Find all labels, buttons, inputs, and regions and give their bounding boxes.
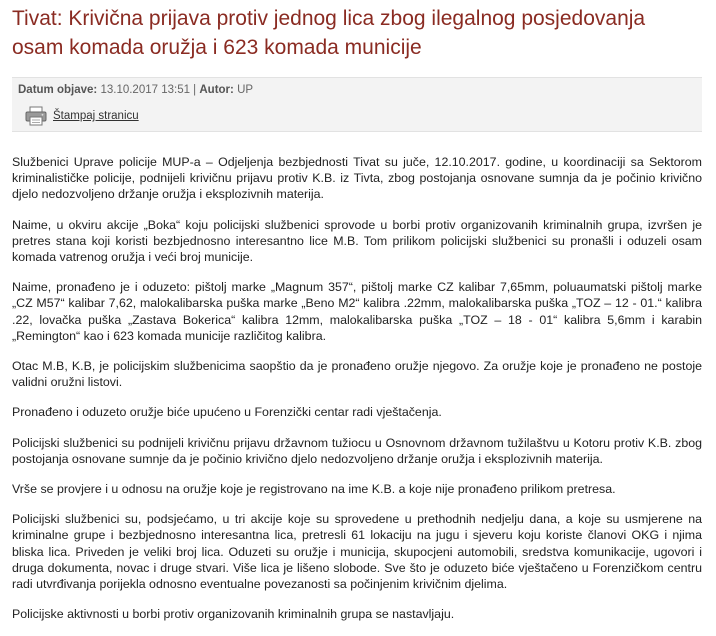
article-title: Tivat: Krivična prijava protiv jednog lica zbog ilegalnog posjedovanja osam komada oružja i 623 komada municije [12, 7, 646, 59]
paragraph: Otac M.B, K.B, je policijskim službenicima saopštio da je pronađeno oružje njegovo. Za oružje koje je pronađeno ne postoje validni oružni listovi. [12, 359, 702, 390]
author-label: Autor: [199, 84, 234, 96]
article-body [12, 154, 702, 636]
paragraph: Službenici Uprave policije MUP-a – Odjeljenja bezbjednosti Tivat su juče, 12.10.2017. godine, u koordinaciji sa Sektorom kriminalističke policije, podnijeli krivičnu prijavu protiv K.B. iz Tivta, zbog postojanja osnovane sumnja da je počinio krivično djelo nedozvoljeno držanje oružja i eksplozivnih materija. [12, 155, 702, 202]
date-label: Datum objave: [18, 84, 98, 96]
paragraph: Vrše se provjere i u odnosu na oružje koje je registrovano na ime K.B. a koje nije pronađeno prilikom pretresa. [12, 482, 616, 497]
paragraph: Policijski službenici su podnijeli krivičnu prijavu državnom tužiocu u Osnovnom državnom tužilaštvu u Kotoru protiv K.B. zbog postojanja osnovane sumnje da je počinio krivično djelo nedozvoljeno držanje oružja i eksplozivnih materija. [12, 435, 702, 466]
print-page-link[interactable]: Štampaj stranicu [53, 110, 139, 122]
meta-separator: | [189, 84, 200, 96]
author-value: UP [237, 84, 254, 96]
paragraph: Naime, u okviru akcije „Boka“ koju policijski službenici sprovode u borbi protiv organizovanih kriminalnih grupa, izvršen je pretres stana koji koristi bezbjednosno interesantno lice M.B. Tom prilikom policijski službenici su pronašli i oduzeli osam komada vatrenog oružja i veći broj municije. [12, 217, 702, 265]
paragraph: Policijske aktivnosti u borbi protiv organizovanih kriminalnih grupa se nastavljaju. [12, 607, 455, 622]
paragraph: Pronađeno i oduzeto oružje biće upućeno u Forenzički centar radi vještačenja. [12, 405, 442, 420]
printer-icon[interactable] [25, 106, 47, 126]
paragraph: Naime, pronađeno je i oduzeto: pištolj marke „Magnum 357“, pištolj marke CZ kalibar 7,65mm, poluaumatski pištolj marke „CZ M57“ kalibar 7,62, malokalibarska puška marke „Beno M2“ kalibra .22mm, malokalibarska puška „TOZ – 12 - 01.“ kalibra .22, lovačka puška „Zastava Bokerica“ kalibra 12mm, malokalibarska puška „TOZ – 18 - 01“ kalibra 5,6mm i karabin „Remington“ kao i 623 komada municije različitog kalibra. [12, 280, 702, 343]
article-meta [18, 84, 253, 96]
date-value: 13.10.2017 13:51 [100, 84, 190, 96]
print-row[interactable] [25, 105, 139, 127]
article-meta-box [12, 77, 702, 132]
paragraph: Policijski službenici su, podsjećamo, u tri akcije koje su sprovedene u prethodnih nedjelju dana, a koje su usmjerene na kriminalne grupe i bezbjednosno interesantna lica, pretresli 61 lokaciju na jugu i sjeveru koju koriste članovi OKG i njima bliska lica. Priveden je veliki broj lica. Oduzeti su oružje i municija, skupocjeni automobili, sredstva komunikacije, ugovori i druga dokumenta, novac i druge stvari. Više lica je lišeno slobode. Sve što je oduzeto biće vještačeno u Forenzičkom centru radi utvrđivanja porijekla odnosno eventualne povezanosti sa počinjenim krivičnim djelima. [12, 512, 702, 592]
